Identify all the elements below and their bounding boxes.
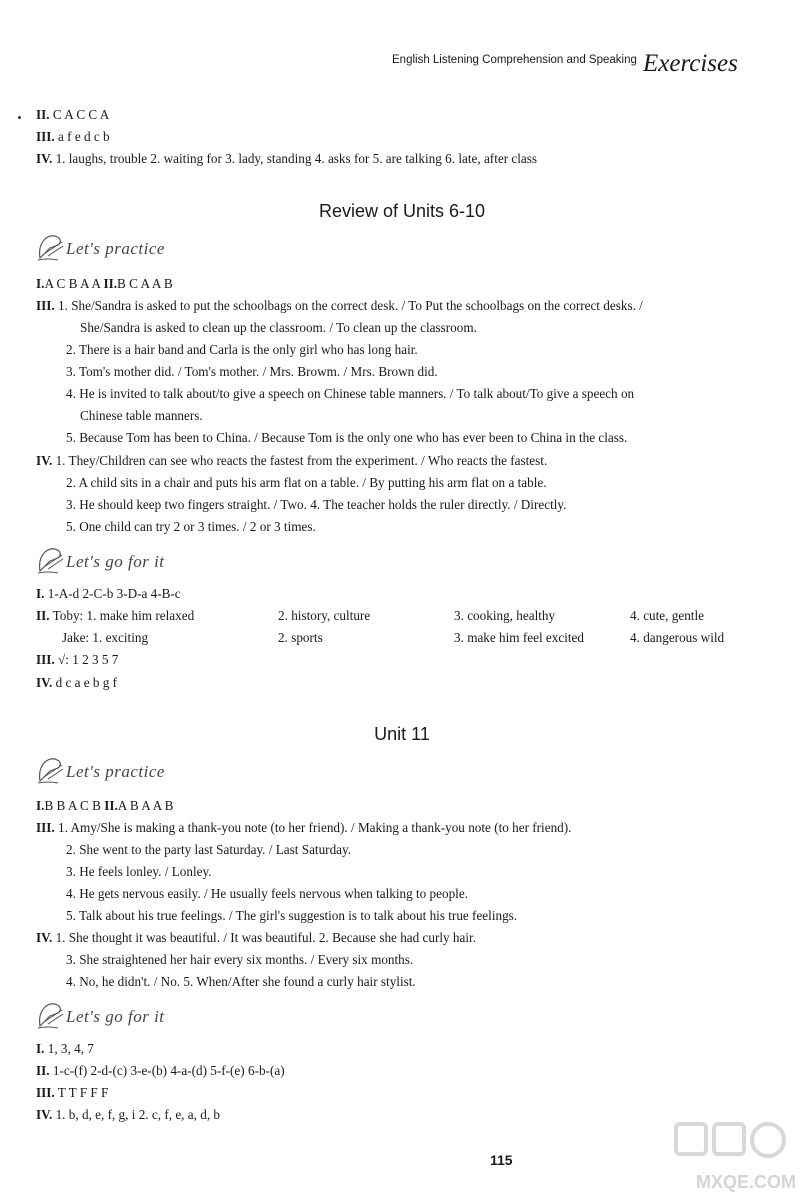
answer-line: III. 1. She/Sandra is asked to put the schoolbags on the correct desk. / To Put the schoolbags on the correct desks. / (36, 298, 643, 313)
answer-line: 2. A child sits in a chair and puts his arm flat on a table. / By putting his arm flat on a table. (66, 475, 547, 490)
lets-practice-heading (36, 755, 236, 789)
section-title: Unit 11 (374, 724, 430, 744)
answer-line: II. C A C C A (36, 107, 110, 122)
answer-line: 4. He gets nervous easily. / He usually feels nervous when talking to people. (66, 886, 468, 901)
answer-line: IV. 1. b, d, e, f, g, i 2. c, f, e, a, d, b (36, 1107, 221, 1122)
answer-line: She/Sandra is asked to clean up the classroom. / To clean up the classroom. (80, 320, 477, 335)
answer-cell: 3. make him feel excited (454, 630, 584, 645)
answer-line: I. 1-A-d 2-C-b 3-D-a 4-B-c (36, 586, 181, 601)
answer-line: III. √: 1 2 3 5 7 (36, 652, 119, 667)
writing-hand-icon (36, 1000, 66, 1032)
answer-line: 2. There is a hair band and Carla is the only girl who has long hair. (66, 342, 418, 357)
page-number: 115 (490, 1152, 513, 1168)
answer-cell: 3. cooking, healthy (454, 608, 556, 623)
lets-practice-label: Let's practice (66, 239, 165, 258)
answer-line: 3. He feels lonley. / Lonley. (66, 864, 212, 879)
answer-line: 4. No, he didn't. / No. 5. When/After she found a curly hair stylist. (66, 974, 416, 989)
answer-line: 4. He is invited to talk about/to give a speech on Chinese table manners. / To talk about/To give a speech on (66, 386, 635, 401)
lets-go-for-it-label: Let's go for it (66, 1007, 165, 1026)
answer-line: 3. He should keep two fingers straight. / Two. 4. The teacher holds the ruler directly. / Directly. (66, 497, 567, 512)
answer-line: IV. 1. laughs, trouble 2. waiting for 3. lady, standing 4. asks for 5. are talking 6. late, after class (36, 151, 538, 166)
answer-line: I. 1, 3, 4, 7 (36, 1041, 94, 1056)
answer-line: 3. Tom's mother did. / Tom's mother. / Mrs. Browm. / Mrs. Brown did. (66, 364, 438, 379)
answer-line: Chinese table manners. (80, 408, 203, 423)
answer-line: 5. Because Tom has been to China. / Because Tom is the only one who has ever been to China in the class. (66, 430, 628, 445)
lets-go-for-it-heading (36, 1000, 236, 1034)
writing-hand-icon (36, 755, 66, 787)
section-title: Review of Units 6-10 (318, 201, 486, 221)
header-subtitle: English Listening Comprehension and Speaking (392, 54, 637, 66)
lets-go-for-it-heading (36, 545, 236, 579)
answer-line: III. a f e d c b (36, 129, 110, 144)
writing-hand-icon (36, 545, 66, 577)
answer-line: 5. One child can try 2 or 3 times. / 2 or 3 times. (66, 519, 316, 534)
watermark-text: MXQE.COM (696, 1172, 797, 1192)
answer-line: IV. d c a e b g f (36, 675, 118, 690)
lets-practice-label: Let's practice (66, 762, 165, 781)
answer-line: 5. Talk about his true feelings. / The girl's suggestion is to talk about his true feelings. (66, 908, 518, 923)
answer-line: 3. She straightened her hair every six months. / Every six months. (66, 952, 414, 967)
answer-cell: 4. cute, gentle (630, 608, 704, 623)
lets-practice-heading (36, 232, 236, 266)
watermark-logo (672, 1118, 792, 1174)
answer-line: II. Toby: 1. make him relaxed (36, 608, 195, 623)
answer-line: III. 1. Amy/She is making a thank-you note (to her friend). / Making a thank-you note (to her friend). (36, 820, 572, 835)
answer-cell: Jake: 1. exciting (62, 630, 149, 645)
answer-cell: 2. sports (278, 630, 323, 645)
answer-line: IV. 1. They/Children can see who reacts the fastest from the experiment. / Who reacts the fastest. (36, 453, 548, 468)
answer-line: II. 1-c-(f) 2-d-(c) 3-e-(b) 4-a-(d) 5-f-(e) 6-b-(a) (36, 1063, 285, 1078)
answer-line: 2. She went to the party last Saturday. / Last Saturday. (66, 842, 352, 857)
watermark-glyph (672, 1118, 792, 1174)
answer-cell: 2. history, culture (278, 608, 371, 623)
answer-cell: 4. dangerous wild (630, 630, 725, 645)
writing-hand-icon (36, 232, 66, 264)
answer-line: IV. 1. She thought it was beautiful. / It was beautiful. 2. Because she had curly hair. (36, 930, 476, 945)
answer-line: III. T T F F F (36, 1085, 109, 1100)
header-title: Exercises (643, 50, 738, 77)
lets-go-for-it-label: Let's go for it (66, 552, 165, 571)
answer-line: I.B B A C B II.A B A A B (36, 798, 174, 813)
margin-dot (18, 116, 21, 119)
answer-line: I.A C B A A II.B C A A B (36, 276, 173, 291)
